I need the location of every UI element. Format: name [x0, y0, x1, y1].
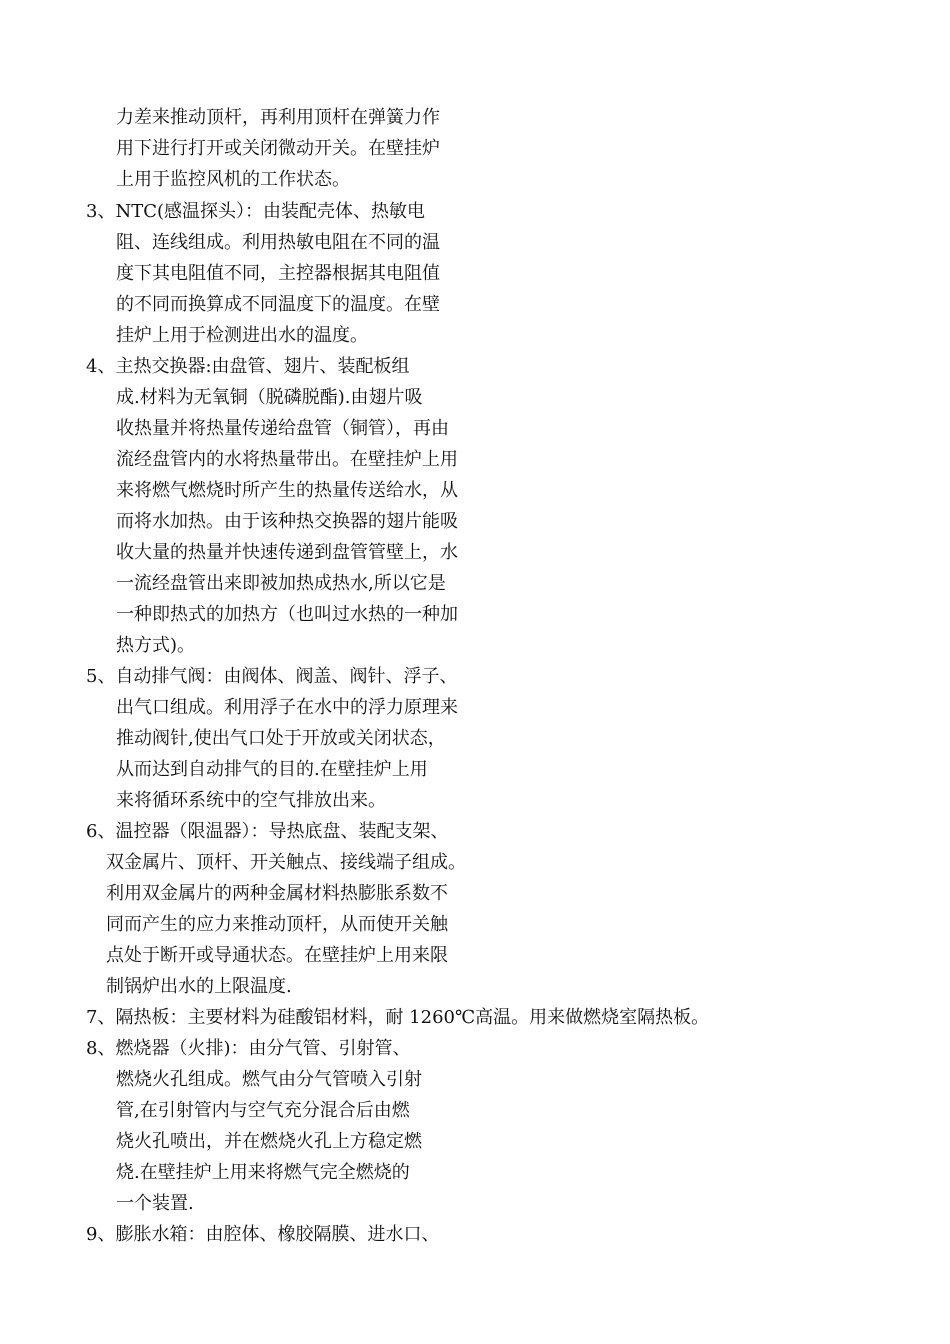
item-line: 热方式)。: [116, 635, 196, 656]
list-item-4-first-line: [86, 355, 410, 379]
item-line: 利用双金属片的两种金属材料热膨胀系数不: [106, 883, 448, 904]
item-line: 制锅炉出水的上限温度.: [106, 976, 292, 997]
intro-line: 上用于监控风机的工作状态。: [116, 169, 350, 190]
item-line: 烧.在壁挂炉上用来将燃气完全燃烧的: [116, 1162, 410, 1183]
list-item-6-first-line: [86, 820, 448, 844]
item-text: 膨胀水箱：由腔体、橡胶隔膜、进水口、: [115, 1224, 440, 1245]
item-number: 5、: [86, 666, 116, 687]
item-line: 同而产生的应力来推动顶杆，从而使开关触: [106, 914, 448, 935]
item-line: 从而达到自动排气的目的.在壁挂炉上用: [116, 759, 428, 780]
item-text: NTC(感温探头）：由装配壳体、热敏电: [115, 201, 426, 222]
item-line: 阻、连线组成。利用热敏电阻在不同的温: [116, 232, 440, 253]
item-line: 收大量的热量并快速传递到盘管管壁上，水: [116, 542, 458, 563]
item-line: 一种即热式的加热方（也叫过水热的一种加: [116, 604, 458, 625]
item-number: 7、: [86, 1007, 116, 1028]
item-line: 而将水加热。由于该种热交换器的翅片能吸: [116, 511, 458, 532]
item-line: 来将循环系统中的空气排放出来。: [116, 790, 386, 811]
item-line: 流经盘管内的水将热量带出。在壁挂炉上用: [116, 449, 458, 470]
item-number: 9、: [86, 1224, 116, 1245]
item-line: 燃烧火孔组成。燃气由分气管喷入引射: [116, 1069, 422, 1090]
item-line: 双金属片、顶杆、开关触点、接线端子组成。: [106, 852, 466, 873]
list-item-9-first-line: [86, 1223, 439, 1247]
item-line: 一流经盘管出来即被加热成热水,所以它是: [116, 573, 446, 594]
item-line: 出气口组成。利用浮子在水中的浮力原理来: [116, 697, 458, 718]
list-item-8-first-line: [86, 1037, 410, 1061]
item-number: 8、: [86, 1038, 116, 1059]
item-line: 一个装置.: [116, 1193, 194, 1214]
intro-line: 力差来推动顶杆，再利用顶杆在弹簧力作: [116, 107, 440, 128]
item-line: 点处于断开或导通状态。在壁挂炉上用来限: [106, 945, 448, 966]
item-number: 3、: [86, 201, 116, 222]
item-line: 管,在引射管内与空气充分混合后由燃: [116, 1100, 410, 1121]
list-item-5-first-line: [86, 665, 457, 689]
item-line: 烧火孔喷出，并在燃烧火孔上方稳定燃: [116, 1131, 422, 1152]
item-line: 收热量并将热量传递给盘管（铜管），再由: [116, 418, 449, 439]
item-line: 度下其电阻值不同，主控器根据其电阻值: [116, 263, 440, 284]
list-item-7-first-line: [86, 1006, 709, 1030]
item-line: 来将燃气燃烧时所产生的热量传送给水，从: [116, 480, 458, 501]
item-number: 4、: [86, 356, 116, 377]
item-line: 成.材料为无氧铜（脱磷脱酯).由翅片吸: [116, 387, 423, 408]
intro-line: 用下进行打开或关闭微动开关。在壁挂炉: [116, 138, 440, 159]
item-text: 隔热板：主要材料为硅酸铝材料，耐 1260℃高温。用来做燃烧室隔热板。: [115, 1007, 710, 1028]
item-text: 燃烧器（火排)：由分气管、引射管、: [115, 1038, 411, 1059]
item-text: 自动排气阀：由阀体、阀盖、阀针、浮子、: [115, 666, 458, 687]
item-line: 推动阀针,使出气口处于开放或关闭状态，: [116, 728, 446, 749]
item-text: 主热交换器:由盘管、翅片、装配板组: [115, 356, 410, 377]
item-line: 挂炉上用于检测进出水的温度。: [116, 325, 368, 346]
item-text: 温控器（限温器）：导热底盘、装配支架、: [115, 821, 449, 842]
list-item-3-first-line: [86, 200, 425, 224]
item-number: 6、: [86, 821, 116, 842]
item-line: 的不同而换算成不同温度下的温度。在壁: [116, 294, 440, 315]
